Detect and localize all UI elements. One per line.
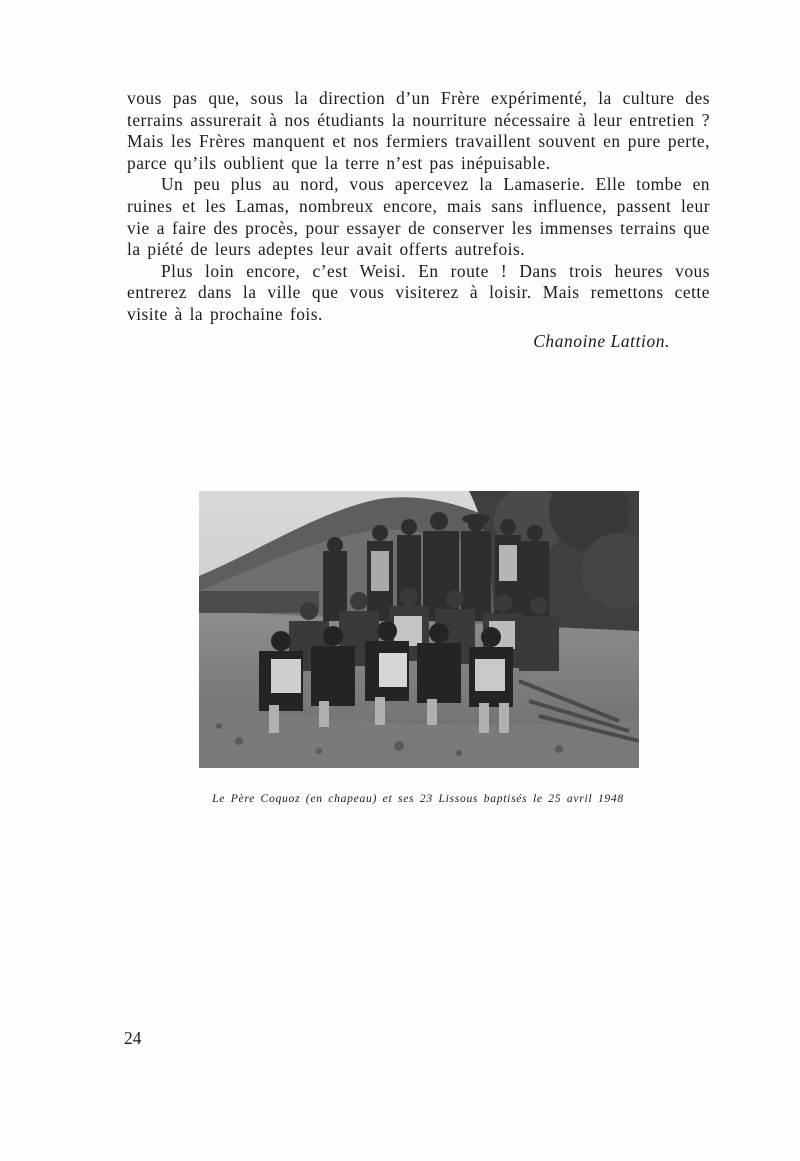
group-photograph [199, 491, 639, 768]
page-number: 24 [124, 1028, 142, 1048]
photo-caption: Le Père Coquoz (en chapeau) et ses 23 Lissous baptisés le 25 avril 1948 [212, 792, 624, 805]
author-signature: Chanoine Lattion. [533, 331, 670, 351]
article-text [127, 88, 710, 326]
paragraph-1: vous pas que, sous la direction d’un Frère expérimenté, la culture des terrains assurerait à nos étudiants la nourriture nécessaire à leur entretien ? Mais les Frères manquent et nos fermiers travaillent souvent en pure perte, parce qu’ils oublient que la terre n’est pas inépuisable. [127, 88, 710, 173]
paragraph-3: Plus loin encore, c’est Weisi. En route ! Dans trois heures vous entrerez dans la ville que vous visiterez à loisir. Mais remettons cette visite à la prochaine fois. [127, 260, 710, 324]
paragraph-2: Un peu plus au nord, vous apercevez la Lamaserie. Elle tombe en ruines et les Lamas, nombreux encore, mais sans influence, passent leur vie a faire des procès, pour essayer de conserver les immenses terrains que la piété de leurs adeptes leur avait offerts autrefois. [127, 174, 710, 260]
